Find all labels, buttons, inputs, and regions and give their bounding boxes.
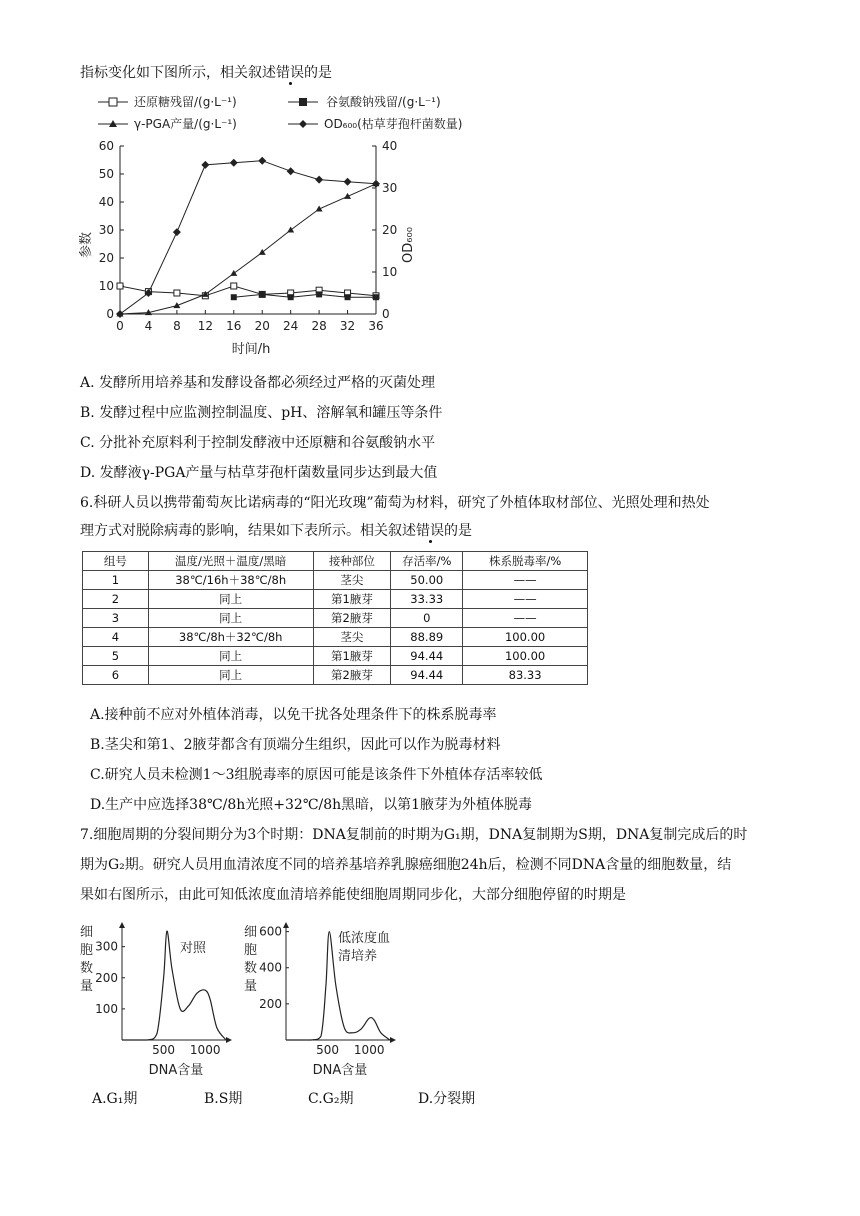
y-tick-label: 200	[95, 970, 118, 985]
table-header: 温度/光照＋温度/黑暗	[148, 552, 313, 571]
q5-stem-suffix: 的是	[304, 65, 332, 81]
q7-stem-line1: 7.细胞周期的分裂间期分为3个时期：DNA复制前的时期为G₁期，DNA复制期为S期，DNA复制完成后的时	[80, 827, 748, 843]
table-cell: 0	[391, 609, 463, 628]
x-tick-label: 8	[173, 319, 181, 333]
table-cell: ——	[463, 590, 588, 609]
point-msg	[373, 294, 379, 300]
table-header-row	[83, 552, 588, 571]
legend-marker-sugar	[109, 98, 117, 106]
point-od	[372, 180, 380, 188]
point-pga	[344, 193, 351, 199]
table-cell: 第1腋芽	[313, 590, 391, 609]
graph1-ylabel	[80, 925, 93, 994]
chart-ylabel-left: 参数	[79, 231, 94, 259]
table-cell: 38℃/8h＋32℃/8h	[148, 628, 313, 647]
graph1-ylabel-char: 数	[80, 961, 94, 976]
table-header: 组号	[83, 552, 149, 571]
q7-option-a: A.G₁期	[92, 1091, 138, 1107]
x-tick-label: 16	[226, 319, 242, 333]
table-cell: 茎尖	[313, 628, 391, 647]
y-tick-label-left: 10	[98, 279, 114, 293]
y-tick-label-right: 10	[382, 265, 398, 279]
q6-stem-line2	[80, 522, 472, 540]
point-msg	[231, 294, 237, 300]
y-tick-label: 100	[95, 1001, 118, 1016]
q7-stem-line2: 期为G₂期。研究人员用血清浓度不同的培养基培养乳腺癌细胞24h后，检测不同DNA含量的细胞数量，结	[80, 857, 732, 873]
table-cell: 2	[83, 590, 149, 609]
legend-od: OD₆₀₀(枯草芽孢杆菌数量)	[324, 117, 463, 131]
point-pga	[287, 227, 294, 233]
y-tick-label-left: 60	[98, 139, 114, 153]
q6-option-b: B.茎尖和第1、2腋芽都含有顶端分生组织，因此可以作为脱毒材料	[90, 737, 501, 753]
table-header: 存活率/%	[391, 552, 463, 571]
y-tick-label-left: 0	[106, 307, 114, 321]
point-pga	[259, 249, 266, 255]
table-cell: 第2腋芽	[313, 666, 391, 685]
graph1-ylabel-char: 细	[80, 925, 94, 940]
q5-option-b: B. 发酵过程中应监测控制温度、pH、溶解氧和罐压等条件	[80, 405, 443, 421]
table-cell: 100.00	[463, 628, 588, 647]
q5-stem	[80, 64, 332, 82]
point-od	[173, 228, 181, 236]
series-line-2	[120, 184, 376, 314]
y-tick-label-right: 30	[382, 181, 398, 195]
point-sugar	[117, 283, 123, 289]
dna-graph-low-serum	[240, 918, 410, 1078]
table-cell: 50.00	[391, 571, 463, 590]
y-tick-label: 200	[259, 996, 282, 1011]
q6-option-d: D.生产中应选择38℃/8h光照+32℃/8h黑暗，以第1腋芽为外植体脱毒	[90, 797, 533, 813]
table-row	[83, 628, 588, 647]
chart-legend	[98, 94, 462, 131]
y-axis-arrow	[283, 922, 289, 928]
point-pga	[316, 206, 323, 212]
x-tick-label: 1000	[189, 1043, 221, 1057]
q5-stem-prefix: 指标变化如下图所示，相关叙述	[80, 65, 276, 81]
point-od	[201, 161, 209, 169]
x-tick-label: 24	[283, 319, 299, 333]
point-od	[287, 167, 295, 175]
graph2-ylabel-char: 细	[244, 925, 258, 940]
graph2-label-line1: 低浓度血	[338, 931, 391, 946]
graph2-ylabel-char: 量	[244, 979, 258, 994]
x-tick-label: 0	[116, 319, 124, 333]
point-od	[344, 178, 352, 186]
table-cell: 茎尖	[313, 571, 391, 590]
table-cell: 同上	[148, 609, 313, 628]
q6-option-a: A.接种前不应对外植体消毒，以免干扰各处理条件下的株系脱毒率	[90, 707, 497, 723]
x-tick-label: 500	[152, 1043, 176, 1057]
x-tick-label: 32	[339, 319, 356, 333]
point-msg	[316, 291, 322, 297]
y-axis-arrow	[119, 922, 125, 928]
table-cell: 100.00	[463, 647, 588, 666]
table-cell: 1	[83, 571, 149, 590]
graph2-ylabel-char: 数	[244, 961, 258, 976]
table-row	[83, 647, 588, 666]
x-tick-label: 28	[311, 319, 327, 333]
table-cell: 33.33	[391, 590, 463, 609]
series-line-3	[120, 161, 376, 314]
table-cell: 83.33	[463, 666, 588, 685]
y-tick-label-left: 20	[98, 251, 114, 265]
table-cell: 38℃/16h＋38℃/8h	[148, 571, 313, 590]
graph1-xlabel: DNA含量	[148, 1063, 204, 1078]
table-row	[83, 609, 588, 628]
point-od	[315, 176, 323, 184]
y-tick-label-right: 40	[382, 139, 398, 153]
distribution-curve	[286, 932, 390, 1040]
table-cell: 同上	[148, 647, 313, 666]
chart-ylabel-right: OD₆₀₀	[401, 227, 416, 263]
fermentation-chart	[76, 90, 476, 360]
legend-sugar: 还原糖残留/(g·L⁻¹)	[134, 95, 237, 109]
series-line-0	[120, 286, 376, 296]
point-sugar	[231, 283, 237, 289]
table-cell: ——	[463, 609, 588, 628]
table-cell: 4	[83, 628, 149, 647]
legend-pga: γ-PGA产量/(g·L⁻¹)	[134, 117, 237, 131]
point-od	[258, 157, 266, 165]
chart-plot-area	[116, 157, 380, 318]
q6-stem-suffix: 的是	[444, 523, 472, 539]
legend-marker-od	[299, 120, 307, 128]
y-tick-label-left: 40	[98, 195, 114, 209]
q6-option-c: C.研究人员未检测1～3组脱毒率的原因可能是该条件下外植体存活率较低	[90, 767, 543, 783]
graph2-ylabel-char: 胞	[244, 943, 258, 958]
q7-stem-line3: 果如右图所示，由此可知低浓度血清培养能使细胞周期同步化，大部分细胞停留的时期是	[80, 887, 626, 903]
series-line-1	[234, 294, 376, 297]
graph1-plot	[95, 922, 232, 1057]
x-tick-label: 12	[197, 319, 213, 333]
chart-axes	[99, 139, 398, 333]
table-row	[83, 571, 588, 590]
point-msg	[259, 291, 265, 297]
x-tick-label: 500	[316, 1043, 340, 1057]
y-tick-label: 600	[259, 924, 282, 939]
q6-stem-prefix: 理方式对脱除病毒的影响，结果如下表所示。相关叙述	[80, 523, 416, 539]
table-header: 株系脱毒率/%	[463, 552, 588, 571]
table-cell: 94.44	[391, 647, 463, 666]
table-row	[83, 590, 588, 609]
point-od	[116, 310, 124, 318]
y-tick-label-left: 50	[98, 167, 114, 181]
graph1-ylabel-char: 量	[80, 979, 94, 994]
distribution-curve	[122, 931, 226, 1040]
table-cell: 5	[83, 647, 149, 666]
graph1-label: 对照	[180, 941, 207, 956]
y-tick-label-left: 30	[98, 223, 114, 237]
x-axis-arrow	[390, 1037, 396, 1043]
point-msg	[288, 294, 294, 300]
chart-xlabel: 时间/h	[231, 342, 271, 357]
y-tick-label-right: 0	[382, 307, 390, 321]
legend-msg: 谷氨酸钠残留/(g·L⁻¹)	[326, 95, 441, 109]
point-od	[230, 159, 238, 167]
table-cell: 同上	[148, 666, 313, 685]
q5-option-d: D. 发酵液γ-PGA产量与枯草芽孢杆菌数量同步达到最大值	[80, 465, 438, 481]
x-tick-label: 4	[144, 319, 153, 333]
q6-stem-emphasis: 错误	[416, 523, 444, 539]
q7-option-d: D.分裂期	[418, 1091, 476, 1107]
results-table	[82, 551, 588, 685]
q5-option-a: A. 发酵所用培养基和发酵设备都必须经过严格的灭菌处理	[80, 375, 436, 391]
dna-graph-control	[76, 918, 246, 1078]
table-cell: 94.44	[391, 666, 463, 685]
table-header: 接种部位	[313, 552, 391, 571]
table-cell: 3	[83, 609, 149, 628]
graph2-xlabel: DNA含量	[312, 1063, 368, 1078]
q6-stem-line1: 6.科研人员以携带葡萄灰比诺病毒的“阳光玫瑰”葡萄为材料，研究了外植体取材部位、光照处理和热处	[80, 495, 710, 511]
graph2-ylabel	[244, 925, 257, 994]
q5-stem-emphasis: 错误	[276, 65, 304, 81]
legend-marker-msg	[299, 98, 307, 106]
table-row	[83, 666, 588, 685]
x-tick-label: 20	[254, 319, 270, 333]
x-tick-label: 1000	[353, 1043, 385, 1057]
y-tick-label: 400	[259, 960, 282, 975]
q5-option-c: C. 分批补充原料利于控制发酵液中还原糖和谷氨酸钠水平	[80, 435, 436, 451]
graph2-label-line2: 清培养	[338, 949, 378, 964]
table-cell: 同上	[148, 590, 313, 609]
table-cell: ——	[463, 571, 588, 590]
table-cell: 第2腋芽	[313, 609, 391, 628]
y-tick-label-right: 20	[382, 223, 398, 237]
point-pga	[230, 270, 237, 276]
q7-option-b: B.S期	[204, 1091, 243, 1107]
x-tick-label: 36	[368, 319, 384, 333]
q7-option-c: C.G₂期	[308, 1091, 354, 1107]
x-axis-arrow	[226, 1037, 232, 1043]
y-tick-label: 300	[95, 939, 118, 954]
table-cell: 6	[83, 666, 149, 685]
table-cell: 第1腋芽	[313, 647, 391, 666]
point-sugar	[174, 290, 180, 296]
graph1-ylabel-char: 胞	[80, 943, 94, 958]
point-msg	[345, 294, 351, 300]
table-cell: 88.89	[391, 628, 463, 647]
